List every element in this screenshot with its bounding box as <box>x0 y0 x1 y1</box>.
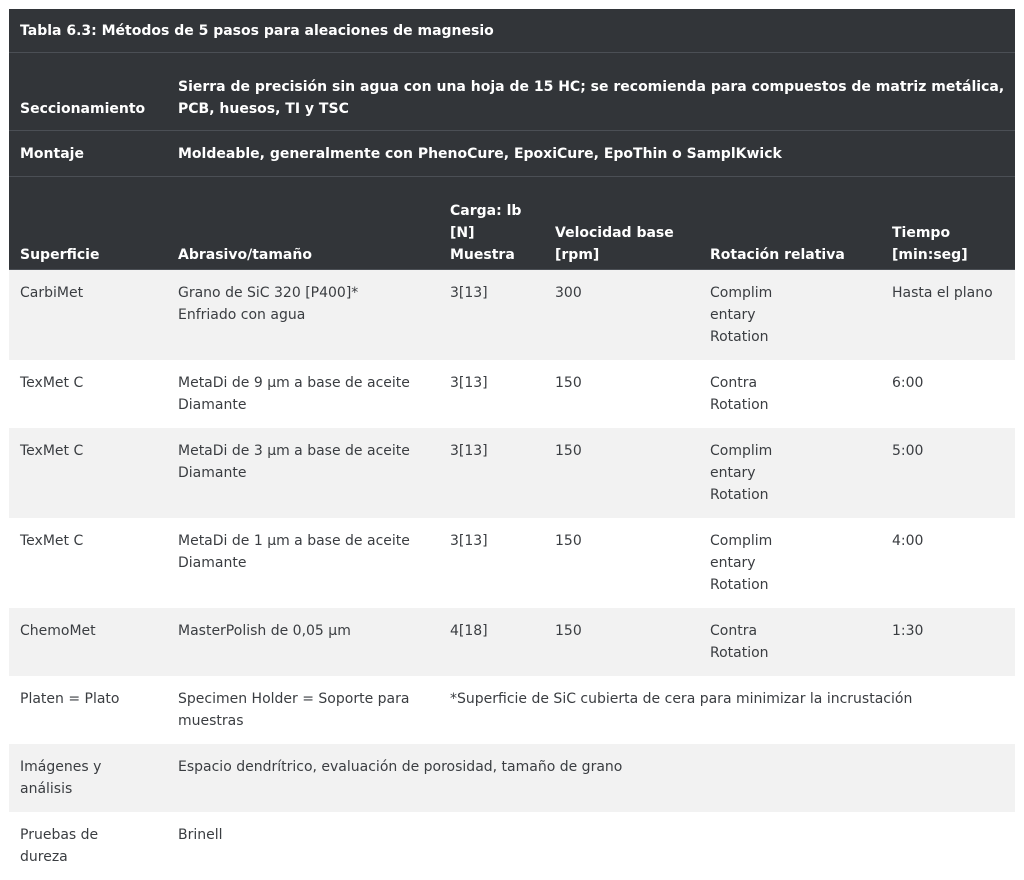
header-time-line: Tiempo <box>892 225 951 241</box>
load-cell: 3[13] <box>439 270 544 361</box>
abrasive-line: MetaDi de 3 µm a base de aceite <box>178 443 410 459</box>
sectioning-label: Seccionamiento <box>9 53 167 131</box>
sectioning-row <box>9 53 1015 131</box>
hardness-label-line: dureza <box>20 849 68 865</box>
imaging-label <box>9 744 167 812</box>
rotation-line: Complim <box>710 285 773 301</box>
surface-cell: TexMet C <box>20 533 84 549</box>
time-cell: Hasta el plano <box>881 270 1015 361</box>
surface-cell: ChemoMet <box>9 608 167 676</box>
surface-cell: CarbiMet <box>9 270 167 361</box>
hardness-value: Brinell <box>178 827 223 843</box>
notes-row <box>9 676 1015 744</box>
sectioning-value <box>167 53 1015 131</box>
abrasive-cell <box>167 428 439 518</box>
holder-note-line: Specimen Holder = Soporte para <box>178 691 410 707</box>
rotation-cell <box>699 270 881 361</box>
header-load-line: Carga: lb <box>450 203 522 219</box>
time-cell: 5:00 <box>881 428 1015 518</box>
table-row <box>9 428 1015 518</box>
rotation-cell <box>699 518 881 608</box>
abrasive-line: Diamante <box>178 555 247 571</box>
footnote: *Superficie de SiC cubierta de cera para minimizar la incrustación <box>450 691 913 707</box>
speed-cell: 150 <box>555 375 582 391</box>
rotation-line: Contra <box>710 375 758 391</box>
rotation-cell <box>699 360 881 428</box>
holder-note <box>167 676 439 744</box>
holder-note-line: muestras <box>178 713 244 729</box>
header-surface: Superficie <box>9 177 167 270</box>
abrasive-line: Diamante <box>178 397 247 413</box>
hardness-label-line: Pruebas de <box>20 827 99 843</box>
imaging-label-line: análisis <box>20 781 73 797</box>
table-title: Tabla 6.3: Métodos de 5 pasos para aleaciones de magnesio <box>9 9 1015 53</box>
mounting-row <box>9 131 1015 177</box>
rotation-line: Complim <box>710 533 773 549</box>
rotation-line: Rotation <box>710 645 769 661</box>
rotation-line: Rotation <box>710 577 769 593</box>
table-row <box>9 360 1015 428</box>
surface-cell: TexMet C <box>20 375 84 391</box>
header-speed-line: [rpm] <box>555 247 600 263</box>
surface-cell: TexMet C <box>9 428 167 518</box>
time-cell: 4:00 <box>892 533 924 549</box>
load-cell: 3[13] <box>450 375 488 391</box>
platen-note: Platen = Plato <box>20 691 120 707</box>
rotation-line: Contra <box>710 623 758 639</box>
time-cell: 1:30 <box>881 608 1015 676</box>
header-speed <box>544 177 699 270</box>
table-row <box>9 270 1015 361</box>
abrasive-line: MetaDi de 1 µm a base de aceite <box>178 533 410 549</box>
header-load-line: [N] <box>450 225 475 241</box>
load-cell: 3[13] <box>450 533 488 549</box>
hardness-row <box>9 812 1015 880</box>
sectioning-value-line: PCB, huesos, TI y TSC <box>178 101 349 117</box>
rotation-cell <box>699 428 881 518</box>
mounting-label: Montaje <box>9 131 167 177</box>
sectioning-value-line: Sierra de precisión sin agua con una hoja de 15 HC; se recomienda para compuestos de matriz metálica, <box>178 79 1005 95</box>
table-title-row <box>9 9 1015 53</box>
column-header-row <box>9 177 1015 270</box>
abrasive-line: MetaDi de 9 µm a base de aceite <box>178 375 410 391</box>
method-table-container <box>9 9 1015 880</box>
rotation-line: entary <box>710 465 756 481</box>
hardness-label <box>9 812 167 880</box>
header-time-line: [min:seg] <box>892 247 968 263</box>
abrasive-line: Grano de SiC 320 [P400]* <box>178 285 359 301</box>
table-row <box>9 608 1015 676</box>
abrasive-cell <box>167 270 439 361</box>
abrasive-line: Enfriado con agua <box>178 307 306 323</box>
load-cell: 3[13] <box>439 428 544 518</box>
speed-cell: 150 <box>544 608 699 676</box>
abrasive-line: Diamante <box>178 465 247 481</box>
abrasive-cell <box>167 608 439 676</box>
rotation-line: Rotation <box>710 329 769 345</box>
time-cell: 6:00 <box>892 375 924 391</box>
table-row <box>9 518 1015 608</box>
abrasive-cell <box>167 360 439 428</box>
rotation-line: Rotation <box>710 397 769 413</box>
mounting-value: Moldeable, generalmente con PhenoCure, EpoxiCure, EpoThin o SamplKwick <box>167 131 1015 177</box>
header-rotation: Rotación relativa <box>699 177 881 270</box>
imaging-label-line: Imágenes y <box>20 759 102 775</box>
imaging-value: Espacio dendrítrico, evaluación de porosidad, tamaño de grano <box>167 744 1015 812</box>
header-load <box>439 177 544 270</box>
rotation-line: Complim <box>710 443 773 459</box>
rotation-cell <box>699 608 881 676</box>
header-time <box>881 177 1015 270</box>
method-table <box>9 9 1015 880</box>
imaging-row <box>9 744 1015 812</box>
load-cell: 4[18] <box>439 608 544 676</box>
header-load-line: Muestra <box>450 247 515 263</box>
rotation-line: entary <box>710 307 756 323</box>
rotation-line: entary <box>710 555 756 571</box>
header-abrasive: Abrasivo/tamaño <box>167 177 439 270</box>
rotation-line: Rotation <box>710 487 769 503</box>
abrasive-line: MasterPolish de 0,05 µm <box>178 623 351 639</box>
header-speed-line: Velocidad base <box>555 225 674 241</box>
speed-cell: 150 <box>555 533 582 549</box>
speed-cell: 150 <box>544 428 699 518</box>
speed-cell: 300 <box>544 270 699 361</box>
abrasive-cell <box>167 518 439 608</box>
